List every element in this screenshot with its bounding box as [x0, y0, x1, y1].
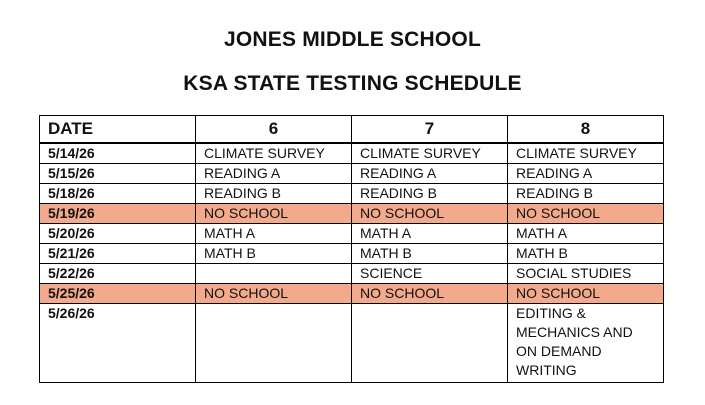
grade-7-cell: NO SCHOOL [352, 284, 508, 304]
table-row [40, 304, 664, 383]
grade-7-cell: MATH A [352, 224, 508, 244]
table-row [40, 244, 664, 264]
grade-6-cell: NO SCHOOL [196, 204, 352, 224]
grade-8-cell: CLIMATE SURVEY [508, 143, 664, 164]
grade-7-cell [352, 304, 508, 383]
grade-8-cell: NO SCHOOL [508, 284, 664, 304]
testing-schedule-table [39, 115, 664, 383]
date-cell: 5/25/26 [40, 284, 196, 304]
table-row [40, 184, 664, 204]
date-cell: 5/19/26 [40, 204, 196, 224]
grade-7-cell: READING A [352, 164, 508, 184]
grade-6-cell: READING A [196, 164, 352, 184]
column-header-date: DATE [40, 116, 196, 144]
grade-6-cell: MATH A [196, 224, 352, 244]
table-row [40, 224, 664, 244]
schedule-title: KSA STATE TESTING SCHEDULE [183, 72, 522, 95]
table-row-no-school [40, 204, 664, 224]
cell-text-line: MECHANICS AND [516, 324, 633, 340]
grade-6-cell [196, 304, 352, 383]
grade-7-cell: READING B [352, 184, 508, 204]
table-row [40, 264, 664, 284]
cell-text-line: WRITING [516, 362, 577, 378]
column-header-grade-7: 7 [352, 116, 508, 144]
grade-7-cell: NO SCHOOL [352, 204, 508, 224]
grade-6-cell: NO SCHOOL [196, 284, 352, 304]
table-row [40, 164, 664, 184]
grade-6-cell: MATH B [196, 244, 352, 264]
table-header-row [40, 116, 664, 144]
date-cell: 5/18/26 [40, 184, 196, 204]
grade-6-cell [196, 264, 352, 284]
date-cell: 5/26/26 [40, 304, 196, 383]
grade-8-cell: SOCIAL STUDIES [508, 264, 664, 284]
cell-text-line: EDITING & [516, 305, 587, 321]
date-cell: 5/14/26 [40, 143, 196, 164]
grade-8-cell: NO SCHOOL [508, 204, 664, 224]
cell-text-line: ON DEMAND [516, 343, 602, 359]
grade-7-cell: SCIENCE [352, 264, 508, 284]
grade-8-cell: READING A [508, 164, 664, 184]
grade-8-cell: MATH A [508, 224, 664, 244]
school-name: JONES MIDDLE SCHOOL [224, 28, 481, 51]
date-cell: 5/22/26 [40, 264, 196, 284]
grade-7-cell: CLIMATE SURVEY [352, 143, 508, 164]
date-cell: 5/21/26 [40, 244, 196, 264]
grade-8-cell [508, 304, 664, 383]
date-cell: 5/20/26 [40, 224, 196, 244]
grade-8-cell: READING B [508, 184, 664, 204]
grade-8-cell: MATH B [508, 244, 664, 264]
grade-6-cell: READING B [196, 184, 352, 204]
column-header-grade-6: 6 [196, 116, 352, 144]
grade-7-cell: MATH B [352, 244, 508, 264]
grade-6-cell: CLIMATE SURVEY [196, 143, 352, 164]
column-header-grade-8: 8 [508, 116, 664, 144]
table-row [40, 143, 664, 164]
table-row-no-school [40, 284, 664, 304]
date-cell: 5/15/26 [40, 164, 196, 184]
